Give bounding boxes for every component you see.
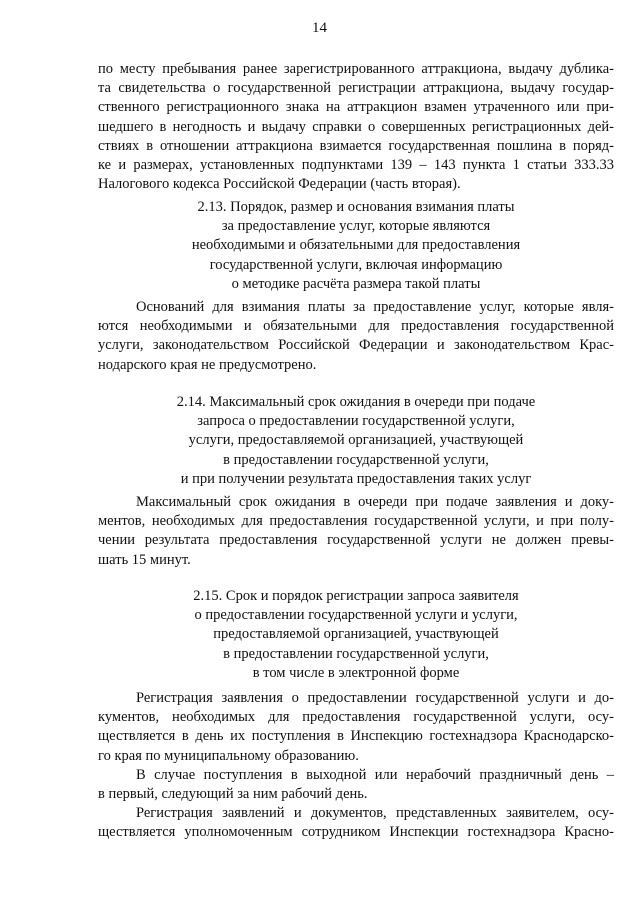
text-line: ществляется в день их поступления в Инспекцию гостехнадзора Краснодарско-	[98, 728, 614, 745]
heading-line: и при получении результата предоставления таких услуг	[180, 470, 532, 487]
text-line: ществляется уполномоченным сотрудником Инспекции гостехнадзора Красно-	[98, 824, 614, 841]
text-line: Максимальный срок ожидания в очереди при подаче заявления и доку-	[136, 494, 614, 510]
heading-line: 2.14. Максимальный срок ожидания в очереди при подаче	[176, 394, 536, 410]
text-line: Регистрация заявлений и документов, представленных заявителем, осу-	[136, 805, 614, 821]
text-line: шедшего в негодность и выдачу справки о совершенных регистрационных дей-	[98, 118, 614, 135]
heading-line: в предоставлении государственной услуги,	[223, 645, 489, 662]
text-line: ются необходимыми и обязательными для предоставления государственной	[98, 318, 614, 335]
heading-line: 2.13. Порядок, размер и основания взимания платы	[197, 199, 515, 215]
heading-line: в том числе в электронной форме	[252, 664, 460, 681]
page-number: 14	[312, 20, 327, 36]
text-line: нодарского края не предусмотрено.	[98, 356, 317, 373]
heading-line: государственной услуги, включая информацию	[209, 256, 503, 273]
text-line: по месту пребывания ранее зарегистрированного аттракциона, выдачу дублика-	[98, 61, 614, 77]
heading-line: услуги, предоставляемой организацией, участвующей	[188, 432, 524, 449]
paragraph-2-15-c	[98, 804, 614, 842]
text-line: кументов, необходимых для предоставления государственной услуги, осу-	[98, 709, 614, 726]
text-line: ке и размерах, установленных подпунктами 139 – 143 пункта 1 статьи 333.33	[98, 156, 614, 173]
paragraph-2-14	[98, 493, 614, 570]
text-line: Регистрация заявления о предоставлении государственной услуги и до-	[136, 690, 614, 706]
text-line: Налогового кодекса Российской Федерации (часть вторая).	[98, 176, 461, 193]
paragraph-2-15-b	[98, 766, 614, 804]
section-heading-2-13	[98, 198, 614, 294]
text-line: ственного регистрационного знака на аттракцион взамен утраченного или при-	[98, 99, 614, 116]
text-line: в первый, следующий за ним рабочий день.	[98, 786, 368, 803]
paragraph-2-15-a	[98, 689, 614, 766]
section-heading-2-15	[98, 587, 614, 683]
heading-line: предоставляемой организацией, участвующей	[213, 626, 499, 643]
text-line: ствиях в отношении аттракциона взимается государственная пошлина в поряд-	[98, 137, 614, 154]
text-line: В случае поступления в выходной или нерабочий праздничный день –	[136, 767, 614, 783]
paragraph-2-13	[98, 298, 614, 375]
text-line: шать 15 минут.	[98, 551, 191, 568]
text-line: ментов, необходимых для предоставления государственной услуги, и при полу-	[98, 513, 614, 530]
heading-line: за предоставление услуг, которые являются	[221, 218, 491, 235]
section-heading-2-14	[98, 393, 614, 489]
heading-line: 2.15. Срок и порядок регистрации запроса заявителя	[193, 588, 519, 604]
text-line: го края по муниципальному образованию.	[98, 747, 359, 764]
heading-line: о предоставлении государственной услуги и услуги,	[194, 607, 518, 624]
paragraph-intro	[98, 60, 614, 194]
text-line: услуги, законодательством Российской Федерации и законодательством Крас-	[98, 337, 614, 354]
text-line: чении результата предоставления государственной услуги не должен превы-	[98, 532, 614, 549]
heading-line: о методике расчёта размера такой платы	[231, 275, 481, 292]
heading-line: в предоставлении государственной услуги,	[223, 451, 489, 468]
text-line: Оснований для взимания платы за предоставление услуг, которые явля-	[136, 299, 614, 315]
text-line: та свидетельства о государственной регистрации аттракциона, выдачу государ-	[98, 80, 614, 97]
heading-line: необходимыми и обязательными для предоставления	[191, 237, 521, 254]
heading-line: запроса о предоставлении государственной услуги,	[197, 413, 515, 430]
